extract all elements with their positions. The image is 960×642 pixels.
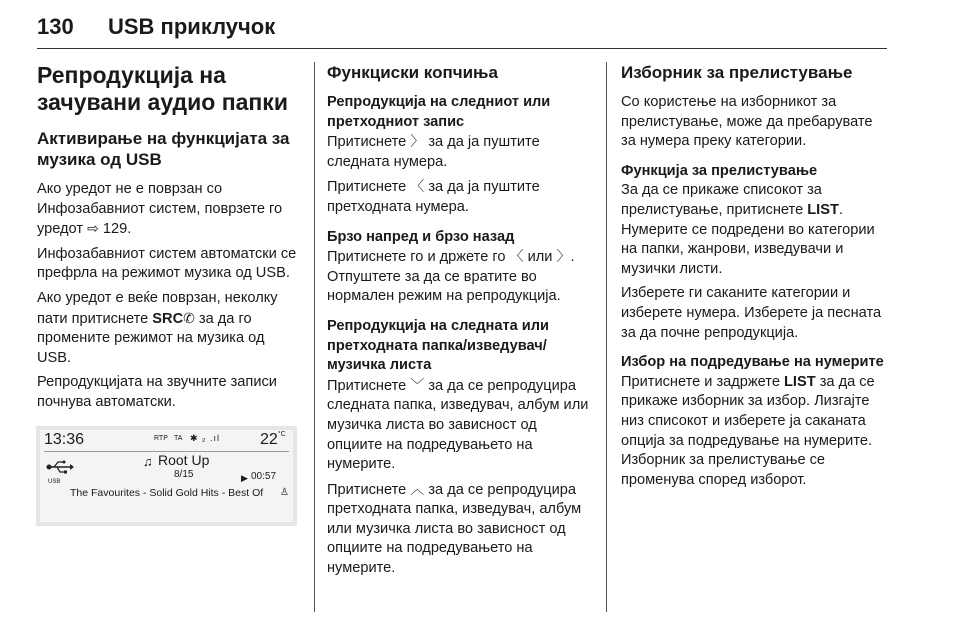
usb-label: USB: [48, 479, 61, 485]
paragraph-autoplay: Репродукцијата на звучните записи почнува автоматски.: [37, 374, 277, 410]
clock: 13:36: [44, 431, 85, 448]
display-panel: [40, 430, 293, 522]
play-icon: ▶: [241, 473, 248, 483]
subsection-heading: Репродукција на следната или претходната папка/изведувач/музичка листа: [327, 317, 549, 374]
column-3: [621, 62, 891, 500]
list-button-label: LIST: [784, 373, 816, 390]
section-next-previous: Репродукција на следниот или претходниот запис Притиснете 〉 за да ја пуштите следната нумера. Притиснете 〈 за да ја пуштите претходната нумера.: [327, 93, 595, 218]
column-divider-1: [314, 62, 315, 612]
subsection-heading: Избор на подредување на нумерите: [621, 354, 884, 371]
track-info: The Favourites - Solid Gold Hits - Best Of: [70, 487, 264, 499]
section-fast-forward: Брзо напред и брзо назад Притиснете го и држете го 〈 или 〉. Отпуштете за да се вратите во нормален режим на репродукција.: [327, 228, 595, 307]
src-button-label: SRC: [152, 310, 184, 327]
page-number: 130: [37, 14, 74, 39]
usb-icon: [46, 460, 74, 474]
subsection-heading: Репродукција на следниот или претходниот запис: [327, 94, 551, 130]
browse-intro: Со користење на изборникот за прелистување, може да пребарувате за нумера преку категории.: [621, 94, 873, 150]
ta-indicator: TA: [174, 435, 183, 442]
temperature: $22^{^\circ C}$: [260, 431, 286, 448]
chevron-down-icon: ﹀: [410, 376, 425, 393]
list-button-label: LIST: [807, 201, 839, 218]
column-2: [327, 62, 595, 589]
chevron-up-icon: ︿: [410, 480, 425, 497]
rtp-indicator: RTP: [154, 435, 168, 442]
paragraph-src: Ако уредот е веќе поврзан, неколку пати притиснете SRC✆ за да го промените режимот на музика од USB.: [37, 289, 278, 366]
chevron-left-icon: 〈: [509, 248, 524, 265]
subsection-heading: Активирање на функцијата за музика од USB: [37, 129, 290, 169]
music-note-icon: ♫: [143, 454, 153, 469]
subsection-heading: Функција за прелистување: [621, 162, 818, 179]
chevron-right-icon: 〉: [556, 248, 571, 265]
artist-icon: ♙: [280, 487, 289, 498]
column-1: [37, 62, 299, 418]
section-heading: Репродукција на зачувани аудио папки: [37, 62, 288, 115]
column-divider-2: [606, 62, 607, 612]
subsection-heading: Брзо напред и брзо назад: [327, 228, 515, 245]
section-heading: Функциски копчиња: [327, 63, 498, 82]
section-next-folder: Репродукција на следната или претходната папка/изведувач/музичка листа Притиснете ﹀ за да се репродуцира следната папка, изведувач, албум или музичка листа во зависност од опциите на подредувањето на нумерите. Притиснете ︿ за да се репродуцира претходната папка, изведувач, албум или музичка листа во зависност од опциите на подредувањето на нумерите.: [327, 317, 595, 579]
status-icons: ✱ ₂ .ıl: [190, 433, 221, 443]
page-reference-icon: ⇨: [87, 220, 99, 237]
phone-icon: ✆: [183, 309, 195, 326]
elapsed-time: 00:57: [251, 471, 277, 482]
chevron-right-icon: 〉: [410, 133, 425, 150]
chapter-title: USB приклучок: [108, 14, 276, 39]
paragraph-connect: Ако уредот не е поврзан со Инфозабавниот систем, поврзете го уредот ⇨ 129.: [37, 181, 283, 238]
header-rule: [37, 48, 887, 49]
section-sort-order: Избор на подредување на нумерите Притиснете и задржете LIST за да се прикаже изборник за избор. Лизгајте низ списокот и изберете ја саканата опција за подредување на нумерите. Изборник за прелистување се променува според изборот.: [621, 353, 891, 490]
usb-display-screenshot: [36, 426, 297, 526]
section-heading: Изборник за прелистување: [621, 63, 853, 82]
paragraph-auto-switch: Инфозабавниот систем автоматски се префрла на режимот музика од USB.: [37, 245, 297, 282]
chevron-left-icon: 〈: [410, 178, 425, 195]
page-header: [37, 14, 887, 54]
track-count: 8/15: [174, 469, 194, 480]
section-browse-function: Функција за прелистување За да се прикаже списокот за прелистување, притиснете LIST. Нумерите се подредени во категории на папки, жанрови, изведувачи и музички листи. Изберете ги саканите категории и изберете нумера. Изберете ја песната за да почне репродукција.: [621, 162, 891, 343]
folder-name: Root Up: [158, 452, 210, 468]
